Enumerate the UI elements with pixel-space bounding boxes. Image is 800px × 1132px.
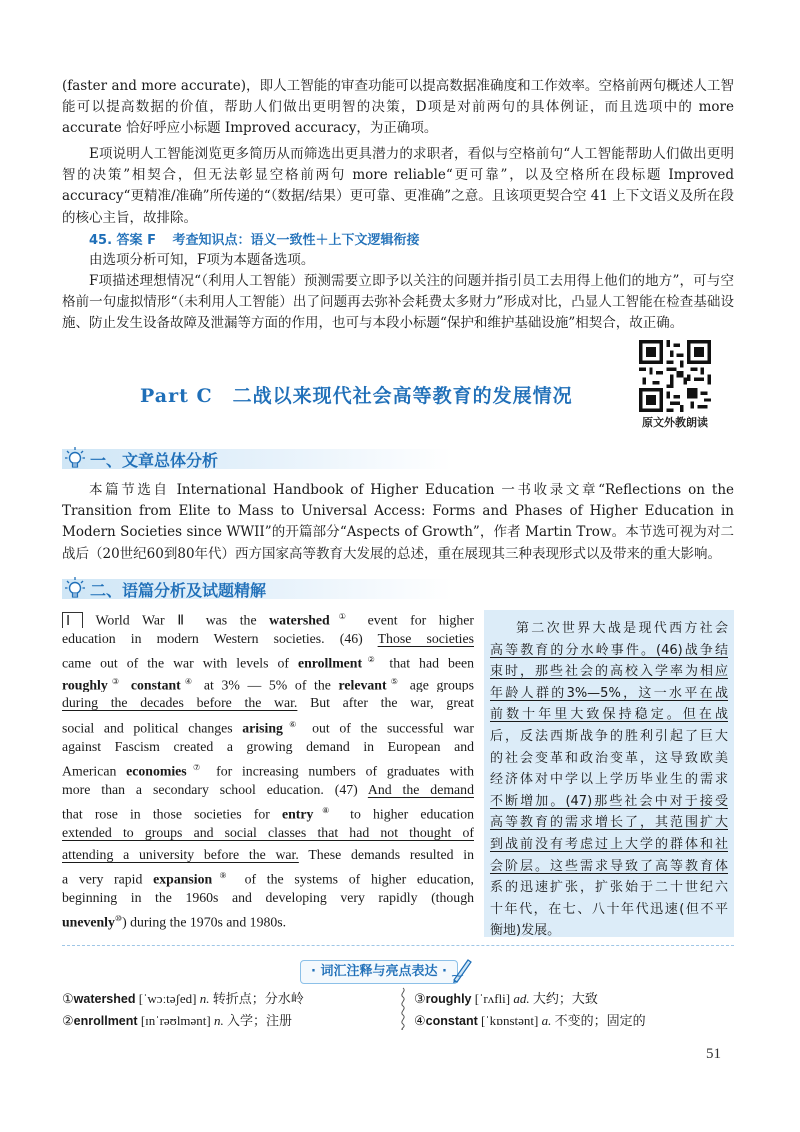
lightbulb-icon xyxy=(64,446,86,472)
section-heading-label: 一、文章总体分析 xyxy=(90,451,219,470)
passage-line: during the decades before the war. But after the war, great xyxy=(62,695,474,711)
passage-line: education in modern Western societies. (46) Those societies xyxy=(62,630,474,646)
english-passage xyxy=(62,606,474,930)
translation-line: 会阶层。这些需求导致了高等教育体 xyxy=(490,858,728,874)
passage-line: more than a secondary school education. (47) And the demand xyxy=(62,781,474,797)
translation-line: 后，反法西斯战争的胜利引起了巨大 xyxy=(490,728,728,744)
explanation-paragraph-f: F项描述理想情况“（利用人工智能）预测需要立即予以关注的问题并指引员工去用得上他们的地方”，可与空格前一句虚拟情形“（未利用人工智能）出了问题再去弥补会耗费太多财力”形成对比，凸显人工智能在检查基础设施、防止发生设备故障及泄漏等方面的作用，也可与本段小标题“保护和维护基础设施”相契合，故正确。 xyxy=(62,273,734,332)
keyword-unevenly: unevenly xyxy=(62,914,115,930)
keyword-enrollment: enrollment xyxy=(297,655,363,671)
keyword-watershed: watershed xyxy=(269,612,330,628)
passage-line: Ⅰ World War Ⅱ was the watershed① event for higher xyxy=(62,606,474,628)
passage-line: American economies⑦ for increasing numbers of graduates with xyxy=(62,763,474,779)
translation-box xyxy=(484,610,734,937)
translation-line: 第二次世界大战是现代西方社会 xyxy=(516,621,728,636)
passage-line: roughly③ constant④ at 3% — 5% of the relevant⑤ age groups xyxy=(62,676,474,693)
translation-line: 到战前没有考虑过上大学的群体和社 xyxy=(490,836,728,852)
translation-line: 经济体对中学以上学历毕业生的需求 xyxy=(490,772,728,788)
translation-line: 束时，那些社会的高校入学率为相应 xyxy=(490,664,728,680)
translation-line: 不断增加。(47)那些社会中对于接受 xyxy=(490,793,728,809)
vocab-title: · 词汇注释与亮点表达 · xyxy=(300,960,458,984)
lightbulb-icon xyxy=(64,576,86,602)
vocab-entry: ④constant [ˈkɒnstənt] a. 不变的；固定的 xyxy=(414,1013,646,1028)
binding-spiral-icon xyxy=(398,986,408,1030)
passage-line: against Fascism created a growing demand in European and xyxy=(62,738,474,754)
qr-caption: 原文外教朗读 xyxy=(642,416,708,429)
passage-line: social and political changes arising⑥ out of the successful war xyxy=(62,719,474,736)
vocab-entry: ②enrollment [ɪnˈrəʊlmənt] n. 入学；注册 xyxy=(62,1013,293,1028)
keyword-arising: arising xyxy=(242,720,283,736)
option-note: 由选项分析可知，F项为本题备选项。 xyxy=(89,252,315,268)
passage-line: unevenly⑩) during the 1970s and 1980s. xyxy=(62,914,287,930)
answer-45-line xyxy=(89,229,432,248)
keyword-economies: economies xyxy=(126,763,187,779)
vocab-entry: ①watershed [ˈwɔːtəʃed] n. 转折点；分水岭 xyxy=(62,991,304,1006)
keyword-entry: entry xyxy=(281,806,314,822)
page-number: 51 xyxy=(706,1046,721,1062)
keyword-constant: constant xyxy=(130,677,181,693)
pen-icon xyxy=(450,956,474,984)
translation-line: 高等教育的分水岭事件。(46)战争结 xyxy=(490,642,728,658)
passage-line: beginning in the 1960s and developing very rapidly (though xyxy=(62,889,474,905)
passage-line: that rose in those societies for entry⑧ to higher education xyxy=(62,806,474,822)
explanation-paragraph-e: E项说明人工智能浏览更多简历从而筛选出更具潜力的求职者，看似与空格前句“人工智能帮助人们做出更明智的决策”相契合，但无法彰显空格前两句 more reliable“更可靠”，以及空格所在段标题 Improved accuracy“更精准/准确”所传递的“（数据/结果）更可靠、更准确”之意。且该项更契合空 41 上下文语义及所在段的核心主旨，故排除。 xyxy=(62,146,734,226)
translation-line: 十年代，在七、八十年代迅速(但不平 xyxy=(490,901,728,917)
keyword-expansion: expansion xyxy=(153,871,213,887)
translation-line: 高等教育的需求增长了，其范围扩大 xyxy=(490,815,728,831)
vocab-entry: ③roughly [ˈrʌfli] ad. 大约；大致 xyxy=(414,991,598,1006)
answer-45-points: 考查知识点：语义一致性＋上下文逻辑衔接 xyxy=(172,233,420,248)
passage-line: a very rapid expansion⑨ of the systems of higher education, xyxy=(62,871,474,887)
passage-line: attending a university before the war. These demands resulted in xyxy=(62,846,474,862)
section-heading-discourse-analysis xyxy=(62,576,452,602)
paragraph-number: Ⅰ xyxy=(62,612,83,628)
passage-line: came out of the war with levels of enrollment② that had been xyxy=(62,655,474,671)
answer-45-label: 45. 答案 F xyxy=(89,233,156,248)
section-heading-overall-analysis xyxy=(62,446,452,472)
translation-line: 衡地)发展。 xyxy=(490,923,561,939)
translation-line: 年龄人群的3%—5%，这一水平在战 xyxy=(490,685,728,701)
translation-line: 的社会变革和政治变革，这导致欧美 xyxy=(490,750,728,766)
part-heading: 二战以来现代社会高等教育的发展情况 xyxy=(232,385,573,407)
keyword-roughly: roughly xyxy=(62,677,108,693)
passage-line: extended to groups and social classes that had not thought of xyxy=(62,824,474,840)
translation-line: 前数十年里大致保持稳定。但在战 xyxy=(490,707,728,723)
part-label: Part C xyxy=(140,385,213,407)
explanation-paragraph-d: (faster and more accurate)，即人工智能的审查功能可以提高数据准确度和工作效率。空格前两句概述人工智能可以提高数据的价值，帮助人们做出更明智的决策，D项是对前两句的具体例证，而且选项中的 more accurate 恰好呼应小标题 Improved accuracy，为正确项。 xyxy=(62,78,734,137)
qr-code-icon[interactable] xyxy=(639,340,711,412)
part-title xyxy=(140,381,573,408)
section-heading-label: 二、语篇分析及试题精解 xyxy=(90,581,267,600)
keyword-relevant: relevant xyxy=(338,677,387,693)
vocab-divider xyxy=(62,945,734,946)
overall-analysis-text: 本篇节选自 International Handbook of Higher Education 一书收录文章“Reflections on the Transition from Elite to Mass to Universal Access: Forms and Phases of Higher Education in Modern Societies since WWII”的开篇部分“Aspects of Growth”，作者 Martin Trow。本节选可视为对二战后（20世纪60到80年代）西方国家高等教育大发展的总述，重在展现其三种表现形式以及带来的重大影响。 xyxy=(62,482,734,562)
translation-line: 系的迅速扩张，扩张始于二十世纪六 xyxy=(490,880,728,896)
